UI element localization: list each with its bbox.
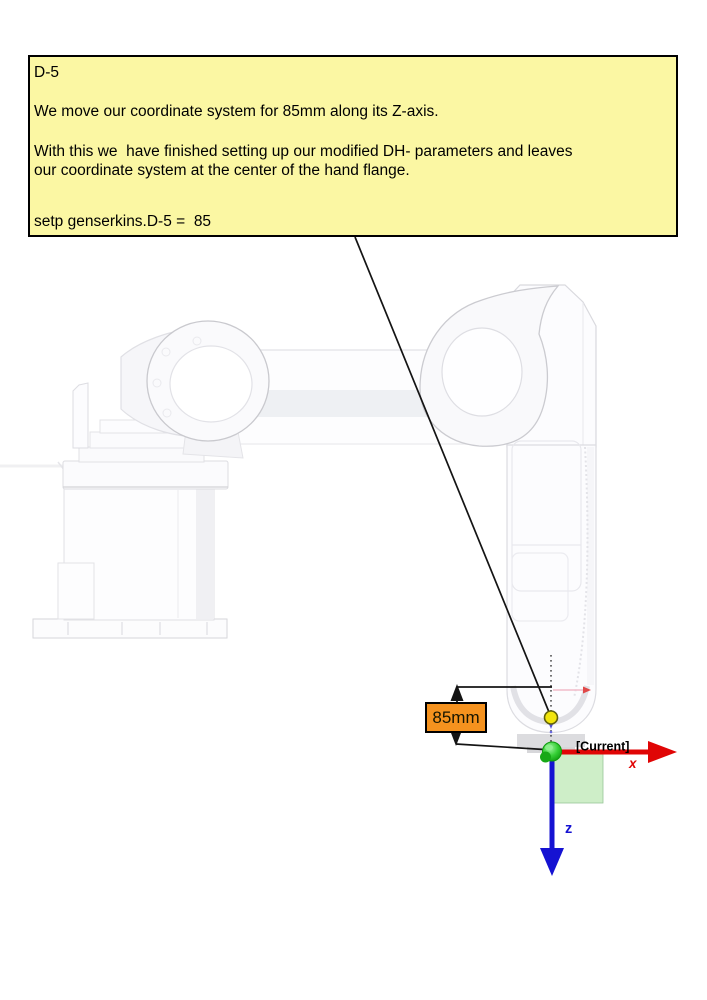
xz-plane-square [553,754,603,803]
note-line-2a: With this we have finished setting up our modified DH- parameters and leaves [34,143,573,160]
x-axis-arrowhead-icon [648,741,677,763]
z-axis-arrowhead-icon [540,848,564,876]
base-cylinder-shade [196,489,214,619]
base-plate [33,619,227,638]
flange-point-marker [545,711,558,724]
origin-sphere-highlight [545,745,553,751]
base-collar [63,461,228,489]
origin-sphere-shadow [540,752,551,763]
note-line-1: We move our coordinate system for 85mm along its Z-axis. [34,103,439,120]
robot-arm [0,285,596,753]
base-side-box [58,563,94,619]
dimension-value-text: 85mm [432,707,480,727]
shoulder-disc-boss [170,346,252,422]
coordinate-frame [540,740,677,877]
annotation-note-box [28,55,678,237]
note-line-2b: our coordinate system at the center of the hand flange. [34,162,410,179]
elbow-disc-boss [442,328,522,416]
dimension-value-label [425,702,487,733]
note-command: setp genserkins.D-5 = 85 [34,213,212,230]
z-axis-label: z [565,821,573,837]
mini-y-dot [550,731,553,734]
x-axis-label: x [629,756,637,771]
current-frame-label: [Current] [576,739,630,754]
forearm-column [507,441,596,733]
note-title: D-5 [34,64,59,81]
base-fin [73,383,88,448]
